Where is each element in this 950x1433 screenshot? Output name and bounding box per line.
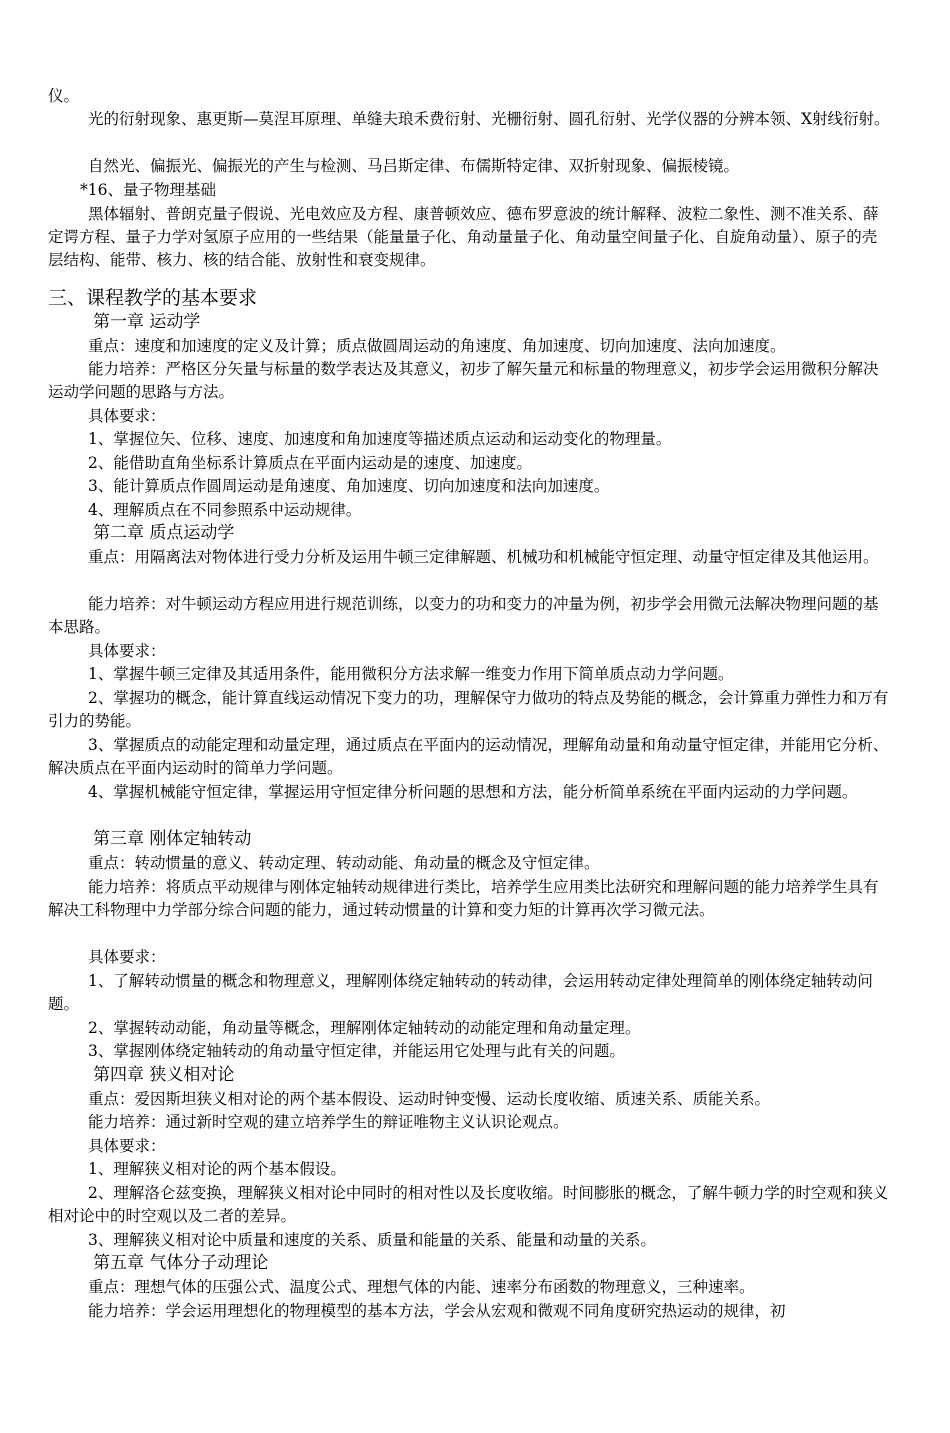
chapter-1-key: 重点：速度和加速度的定义及计算；质点做圆周运动的角速度、角加速度、切向加速度、法向加速度。: [88, 337, 786, 355]
chapter-2-key: 重点：用隔离法对物体进行受力分析及运用牛顿三定律解题、机械功和机械能守恒定理、动量守恒定律及其他运用。: [88, 548, 879, 566]
chapter-3-req-3: 3、掌握刚体绕定轴转动的角动量守恒定律，并能运用它处理与此有关的问题。: [88, 1042, 625, 1060]
chapter-2-req-label: 具体要求：: [88, 642, 166, 660]
chapter-4-key: 重点：爱因斯坦狭义相对论的两个基本假设、运动时钟变慢、运动长度收缩、质速关系、质能关系。: [88, 1090, 771, 1108]
section-title: 三、课程教学的基本要求: [48, 287, 258, 309]
chapter-3-req-label: 具体要求：: [88, 948, 166, 966]
chapter-5-key: 重点：理想气体的压强公式、温度公式、理想气体的内能、速率分布函数的物理意义，三种速率。: [88, 1278, 755, 1296]
chapter-5-ability: 能力培养：学会运用理想化的物理模型的基本方法，学会从宏观和微观不同角度研究热运动的规律，初: [88, 1302, 786, 1320]
chapter-1-req-1: 1、掌握位矢、位移、速度、加速度和角加速度等描述质点运动和运动变化的物理量。: [88, 430, 672, 448]
chapter-4-req-1: 1、理解狭义相对论的两个基本假设。: [88, 1160, 346, 1178]
paragraph-quantum: 黑体辐射、普朗克量子假说、光电效应及方程、康普顿效应、德布罗意波的统计解释、波粒二象性、测不准关系、薛定谔方程、量子力学对氢原子应用的一些结果（能量量子化、角动量量子化、角动量空间量子化、自旋角动量）、原子的壳层结构、能带、核力、核的结合能、放射性和衰变规律。: [48, 205, 879, 269]
chapter-2-req-3: 3、掌握质点的动能定理和动量定理，通过质点在平面内的运动情况，理解角动量和角动量守恒定律，并能用它分析、解决质点在平面内运动时的简单力学问题。: [48, 736, 889, 777]
paragraph-polarization: 自然光、偏振光、偏振光的产生与检测、马吕斯定律、布儒斯特定律、双折射现象、偏振棱镜。: [88, 157, 740, 175]
chapter-1-req-4: 4、理解质点在不同参照系中运动规律。: [88, 501, 362, 519]
chapter-4-req-label: 具体要求：: [88, 1137, 166, 1155]
paragraph-diffraction: 光的衍射现象、惠更斯—莫涅耳原理、单缝夫琅禾费衍射、光栅衍射、圆孔衍射、光学仪器的分辨本领、X射线衍射。: [88, 110, 890, 128]
chapter-2-ability: 能力培养：对牛顿运动方程应用进行规范训练，以变力的功和变力的冲量为例，初步学会用微元法解决物理问题的基本思路。: [48, 595, 879, 636]
chapter-2-req-4: 4、掌握机械能守恒定律，掌握运用守恒定律分析问题的思想和方法，能分析简单系统在平面内运动的力学问题。: [88, 783, 858, 801]
subheading-quantum: *16、量子物理基础: [80, 181, 216, 199]
chapter-1-req-label: 具体要求：: [88, 407, 166, 425]
chapter-3-req-2: 2、掌握转动动能，角动量等概念，理解刚体定轴转动的动能定理和角动量定理。: [88, 1019, 641, 1037]
chapter-3-req-1: 1、了解转动惯量的概念和物理意义，理解刚体绕定轴转动的转动律，会运用转动定律处理简单的刚体绕定轴转动问题。: [48, 972, 873, 1013]
chapter-1-ability: 能力培养：严格区分矢量与标量的数学表达及其意义，初步了解矢量元和标量的物理意义，初步学会运用微积分解决运动学问题的思路与方法。: [48, 360, 879, 401]
chapter-1-req-2: 2、能借助直角坐标系计算质点在平面内运动是的速度、加速度。: [88, 454, 532, 472]
chapter-5-title: 第五章 气体分子动理论: [93, 1253, 269, 1273]
chapter-1-req-3: 3、能计算质点作圆周运动是角速度、角加速度、切向加速度和法向加速度。: [88, 477, 610, 495]
chapter-4-ability: 能力培养：通过新时空观的建立培养学生的辩证唯物主义认识论观点。: [88, 1113, 569, 1131]
chapter-1-title: 第一章 运动学: [93, 312, 201, 332]
chapter-3-title: 第三章 刚体定轴转动: [93, 829, 252, 849]
chapter-4-req-2: 2、理解洛仑兹变换，理解狭义相对论中同时的相对性以及长度收缩。时间膨胀的概念，了解牛顿力学的时空观和狭义相对论中的时空观以及二者的差异。: [48, 1184, 889, 1225]
chapter-2-req-2: 2、掌握功的概念，能计算直线运动情况下变力的功，理解保守力做功的特点及势能的概念，会计算重力弹性力和万有引力的势能。: [48, 689, 889, 730]
chapter-2-title: 第二章 质点运动学: [93, 523, 235, 543]
chapter-4-title: 第四章 狭义相对论: [93, 1065, 235, 1085]
chapter-3-key: 重点：转动惯量的意义、转动定理、转动动能、角动量的概念及守恒定律。: [88, 854, 600, 872]
chapter-4-req-3: 3、理解狭义相对论中质量和速度的关系、质量和能量的关系、能量和动量的关系。: [88, 1231, 656, 1249]
chapter-3-ability: 能力培养：将质点平动规律与刚体定轴转动规律进行类比，培养学生应用类比法研究和理解问题的能力培养学生具有解决工科物理中力学部分综合问题的能力，通过转动惯量的计算和变力矩的计算再次学习微元法。: [48, 878, 879, 919]
chapter-2-req-1: 1、掌握牛顿三定律及其适用条件，能用微积分方法求解一维变力作用下简单质点动力学问题。: [88, 665, 734, 683]
paragraph-continuation: 仪。: [48, 87, 80, 105]
